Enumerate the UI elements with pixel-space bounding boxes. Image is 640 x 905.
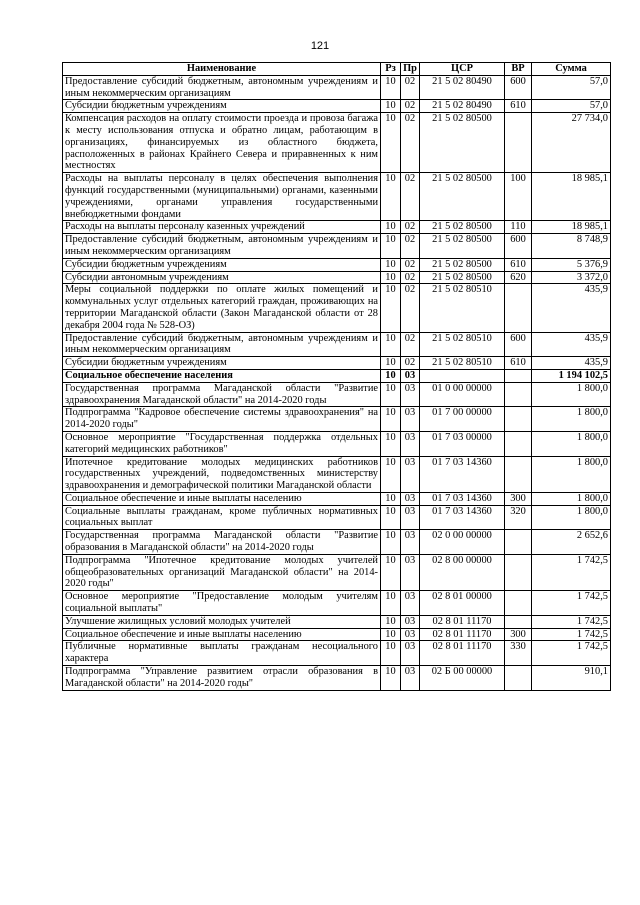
table-row <box>63 332 611 357</box>
cell-name: Расходы на выплаты персоналу казенных учреждений <box>63 221 381 234</box>
table-row <box>63 407 611 432</box>
cell-rz: 10 <box>381 258 401 271</box>
cell-rz: 10 <box>381 284 401 332</box>
cell-rz: 10 <box>381 75 401 100</box>
header-sum: Сумма <box>532 63 611 76</box>
table-row <box>63 258 611 271</box>
table-row <box>63 615 611 628</box>
cell-rz: 10 <box>381 554 401 590</box>
cell-vr: 320 <box>505 505 532 530</box>
cell-csr: 21 5 02 80500 <box>420 234 505 259</box>
table-row <box>63 221 611 234</box>
cell-name: Публичные нормативные выплаты гражданам несоциального характера <box>63 641 381 666</box>
cell-vr <box>505 369 532 382</box>
cell-csr: 21 5 02 80500 <box>420 271 505 284</box>
cell-vr: 610 <box>505 258 532 271</box>
cell-name: Социальное обеспечение населения <box>63 369 381 382</box>
table-row <box>63 431 611 456</box>
cell-rz: 10 <box>381 271 401 284</box>
cell-csr: 21 5 02 80500 <box>420 113 505 173</box>
cell-name: Субсидии бюджетным учреждениям <box>63 357 381 370</box>
budget-table <box>62 62 611 691</box>
cell-name: Подпрограмма "Управление развитием отрасли образования в Магаданской области" на 2014-2020 годы" <box>63 666 381 691</box>
cell-csr: 21 5 02 80510 <box>420 284 505 332</box>
header-rz: Рз <box>381 63 401 76</box>
table-row <box>63 173 611 221</box>
cell-pr: 02 <box>401 284 420 332</box>
cell-vr <box>505 407 532 432</box>
cell-pr: 02 <box>401 173 420 221</box>
cell-rz: 10 <box>381 173 401 221</box>
cell-vr: 300 <box>505 628 532 641</box>
cell-pr: 03 <box>401 456 420 492</box>
cell-csr <box>420 369 505 382</box>
cell-sum: 1 194 102,5 <box>532 369 611 382</box>
cell-pr: 03 <box>401 666 420 691</box>
cell-pr: 03 <box>401 554 420 590</box>
cell-rz: 10 <box>381 113 401 173</box>
cell-pr: 02 <box>401 113 420 173</box>
table-row <box>63 113 611 173</box>
table-row <box>63 628 611 641</box>
cell-sum: 3 372,0 <box>532 271 611 284</box>
cell-vr <box>505 615 532 628</box>
cell-csr: 21 5 02 80510 <box>420 332 505 357</box>
cell-vr: 330 <box>505 641 532 666</box>
cell-rz: 10 <box>381 431 401 456</box>
cell-vr <box>505 666 532 691</box>
cell-csr: 02 8 00 00000 <box>420 554 505 590</box>
cell-rz: 10 <box>381 407 401 432</box>
cell-pr: 02 <box>401 258 420 271</box>
cell-sum: 910,1 <box>532 666 611 691</box>
cell-name: Социальное обеспечение и иные выплаты населению <box>63 628 381 641</box>
cell-vr: 300 <box>505 492 532 505</box>
table-row <box>63 505 611 530</box>
cell-rz: 10 <box>381 666 401 691</box>
cell-vr: 600 <box>505 332 532 357</box>
cell-vr: 600 <box>505 234 532 259</box>
cell-vr <box>505 431 532 456</box>
cell-pr: 03 <box>401 628 420 641</box>
cell-pr: 02 <box>401 234 420 259</box>
cell-rz: 10 <box>381 456 401 492</box>
cell-vr <box>505 456 532 492</box>
cell-pr: 02 <box>401 100 420 113</box>
cell-name: Субсидии автономным учреждениям <box>63 271 381 284</box>
table-row <box>63 591 611 616</box>
cell-name: Меры социальной поддержки по оплате жилых помещений и коммунальных услуг отдельных категорий граждан, проживающих на территории Магаданской области (Закон Магаданской области от 28 декабря 2004 года № 528-ОЗ) <box>63 284 381 332</box>
cell-rz: 10 <box>381 505 401 530</box>
cell-pr: 03 <box>401 641 420 666</box>
cell-sum: 5 376,9 <box>532 258 611 271</box>
cell-rz: 10 <box>381 492 401 505</box>
table-row <box>63 100 611 113</box>
cell-sum: 2 652,6 <box>532 530 611 555</box>
cell-pr: 03 <box>401 382 420 407</box>
table-body <box>63 75 611 690</box>
cell-vr <box>505 113 532 173</box>
table-row <box>63 530 611 555</box>
cell-pr: 03 <box>401 505 420 530</box>
cell-sum: 1 800,0 <box>532 382 611 407</box>
cell-csr: 02 8 01 11170 <box>420 628 505 641</box>
cell-rz: 10 <box>381 591 401 616</box>
cell-name: Государственная программа Магаданской области "Развитие здравоохранения Магаданской области" на 2014-2020 годы <box>63 382 381 407</box>
cell-sum: 1 800,0 <box>532 407 611 432</box>
cell-sum: 1 742,5 <box>532 591 611 616</box>
cell-sum: 8 748,9 <box>532 234 611 259</box>
cell-name: Государственная программа Магаданской области "Развитие образования в Магаданской области" на 2014-2020 годы <box>63 530 381 555</box>
cell-sum: 1 800,0 <box>532 505 611 530</box>
cell-pr: 03 <box>401 591 420 616</box>
cell-sum: 435,9 <box>532 284 611 332</box>
cell-rz: 10 <box>381 221 401 234</box>
cell-sum: 1 742,5 <box>532 615 611 628</box>
table-row <box>63 284 611 332</box>
cell-vr: 610 <box>505 357 532 370</box>
cell-pr: 02 <box>401 332 420 357</box>
cell-rz: 10 <box>381 100 401 113</box>
cell-csr: 02 8 01 00000 <box>420 591 505 616</box>
cell-sum: 57,0 <box>532 100 611 113</box>
cell-rz: 10 <box>381 357 401 370</box>
cell-csr: 02 Б 00 00000 <box>420 666 505 691</box>
cell-csr: 21 5 02 80500 <box>420 173 505 221</box>
cell-vr <box>505 284 532 332</box>
cell-csr: 01 7 03 14360 <box>420 505 505 530</box>
cell-rz: 10 <box>381 628 401 641</box>
cell-rz: 10 <box>381 615 401 628</box>
cell-vr <box>505 554 532 590</box>
cell-pr: 03 <box>401 407 420 432</box>
table-row <box>63 666 611 691</box>
table-row <box>63 641 611 666</box>
cell-csr: 01 7 03 14360 <box>420 456 505 492</box>
cell-rz: 10 <box>381 641 401 666</box>
cell-csr: 01 0 00 00000 <box>420 382 505 407</box>
cell-name: Компенсация расходов на оплату стоимости проезда и провоза багажа к месту использования отпуска и обратно лицам, работающим в организациях, финансируемых из областного бюджета, расположенных в районах Крайнего Севера и приравненных к ним местностях <box>63 113 381 173</box>
cell-name: Подпрограмма "Ипотечное кредитование молодых учителей общеобразовательных организаций Магаданской области" на 2014-2020 годы" <box>63 554 381 590</box>
cell-sum: 1 742,5 <box>532 641 611 666</box>
cell-name: Основное мероприятие "Предоставление молодым учителям социальной выплаты" <box>63 591 381 616</box>
cell-sum: 18 985,1 <box>532 221 611 234</box>
cell-vr: 600 <box>505 75 532 100</box>
table-row <box>63 271 611 284</box>
cell-sum: 57,0 <box>532 75 611 100</box>
cell-vr: 610 <box>505 100 532 113</box>
table-row <box>63 492 611 505</box>
cell-name: Основное мероприятие "Государственная поддержка отдельных категорий медицинских работников" <box>63 431 381 456</box>
cell-name: Субсидии бюджетным учреждениям <box>63 258 381 271</box>
cell-csr: 02 8 01 11170 <box>420 615 505 628</box>
cell-sum: 1 742,5 <box>532 554 611 590</box>
cell-vr <box>505 530 532 555</box>
cell-vr: 620 <box>505 271 532 284</box>
cell-csr: 01 7 03 14360 <box>420 492 505 505</box>
table-row <box>63 75 611 100</box>
cell-rz: 10 <box>381 332 401 357</box>
table-row <box>63 382 611 407</box>
cell-rz: 10 <box>381 530 401 555</box>
cell-vr <box>505 591 532 616</box>
cell-csr: 01 7 03 00000 <box>420 431 505 456</box>
cell-pr: 02 <box>401 75 420 100</box>
table-row <box>63 369 611 382</box>
table-row <box>63 234 611 259</box>
cell-csr: 21 5 02 80500 <box>420 258 505 271</box>
cell-vr: 110 <box>505 221 532 234</box>
cell-rz: 10 <box>381 369 401 382</box>
cell-sum: 435,9 <box>532 332 611 357</box>
cell-pr: 03 <box>401 530 420 555</box>
table-row <box>63 357 611 370</box>
cell-name: Социальные выплаты гражданам, кроме публичных нормативных социальных выплат <box>63 505 381 530</box>
cell-name: Расходы на выплаты персоналу в целях обеспечения выполнения функций государственными (муниципальными) органами, казенными учреждениями, органами управления государственными внебюджетными фондами <box>63 173 381 221</box>
cell-csr: 21 5 02 80510 <box>420 357 505 370</box>
cell-name: Социальное обеспечение и иные выплаты населению <box>63 492 381 505</box>
cell-csr: 21 5 02 80490 <box>420 100 505 113</box>
cell-vr: 100 <box>505 173 532 221</box>
cell-rz: 10 <box>381 382 401 407</box>
cell-pr: 02 <box>401 271 420 284</box>
table-header-row <box>63 63 611 76</box>
header-vr: ВР <box>505 63 532 76</box>
cell-csr: 02 0 00 00000 <box>420 530 505 555</box>
header-pr: Пр <box>401 63 420 76</box>
cell-csr: 21 5 02 80500 <box>420 221 505 234</box>
cell-sum: 1 800,0 <box>532 456 611 492</box>
cell-pr: 03 <box>401 615 420 628</box>
cell-sum: 435,9 <box>532 357 611 370</box>
cell-name: Субсидии бюджетным учреждениям <box>63 100 381 113</box>
cell-sum: 1 800,0 <box>532 431 611 456</box>
cell-csr: 21 5 02 80490 <box>420 75 505 100</box>
cell-name: Подпрограмма "Кадровое обеспечение системы здравоохранения" на 2014-2020 годы" <box>63 407 381 432</box>
cell-sum: 27 734,0 <box>532 113 611 173</box>
cell-pr: 03 <box>401 369 420 382</box>
cell-sum: 18 985,1 <box>532 173 611 221</box>
cell-pr: 02 <box>401 357 420 370</box>
cell-name: Предоставление субсидий бюджетным, автономным учреждениям и иным некоммерческим организациям <box>63 75 381 100</box>
cell-rz: 10 <box>381 234 401 259</box>
cell-pr: 03 <box>401 492 420 505</box>
table-row <box>63 554 611 590</box>
cell-sum: 1 800,0 <box>532 492 611 505</box>
cell-name: Ипотечное кредитование молодых медицинских работников государственных учреждений, подведомственных министерству здравоохранения и демографической политики Магаданской области <box>63 456 381 492</box>
cell-sum: 1 742,5 <box>532 628 611 641</box>
cell-pr: 03 <box>401 431 420 456</box>
cell-csr: 01 7 00 00000 <box>420 407 505 432</box>
cell-vr <box>505 382 532 407</box>
cell-csr: 02 8 01 11170 <box>420 641 505 666</box>
cell-name: Предоставление субсидий бюджетным, автономным учреждениям и иным некоммерческим организациям <box>63 332 381 357</box>
page-number: 121 <box>310 40 330 52</box>
table-row <box>63 456 611 492</box>
cell-name: Улучшение жилищных условий молодых учителей <box>63 615 381 628</box>
cell-name: Предоставление субсидий бюджетным, автономным учреждениям и иным некоммерческим организациям <box>63 234 381 259</box>
header-name: Наименование <box>63 63 381 76</box>
cell-pr: 02 <box>401 221 420 234</box>
header-csr: ЦСР <box>420 63 505 76</box>
